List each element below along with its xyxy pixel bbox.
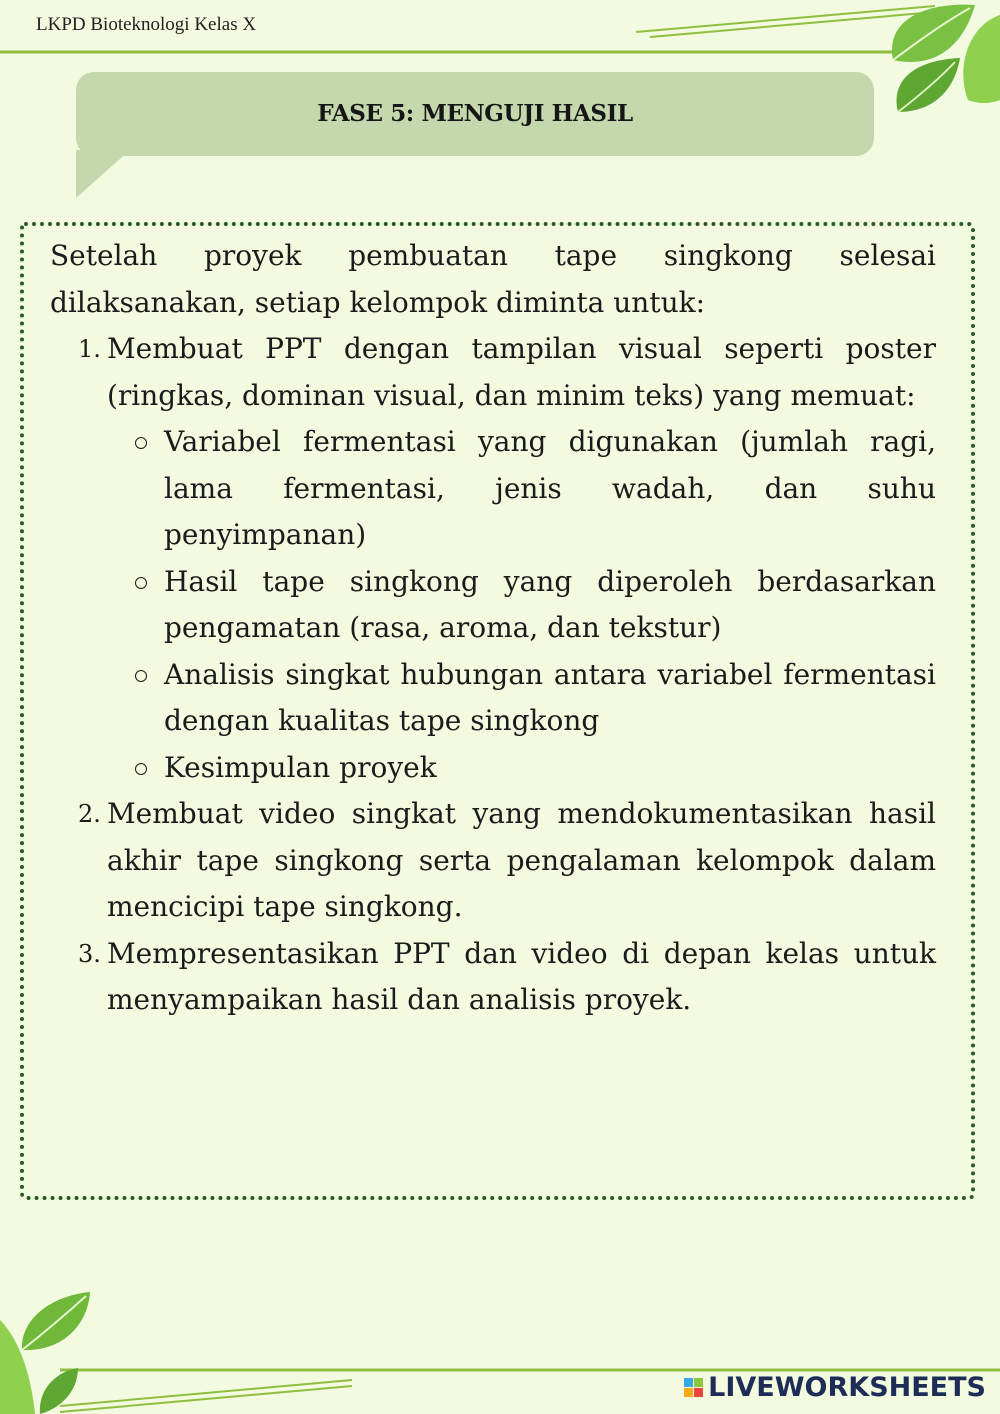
step-number: 1. <box>78 335 101 363</box>
page-title: FASE 5: MENGUJI HASIL <box>317 100 633 127</box>
bullet-circle-icon <box>135 577 147 589</box>
sub-item-text: Variabel fermentasi yang digunakan (jumlah ragi, lama fermentasi, jenis wadah, dan suhu penyimpanan) <box>164 425 936 551</box>
step-text: Mempresentasikan PPT dan video di depan kelas untuk menyampaikan hasil dan analisis proyek. <box>107 936 936 1016</box>
leaf-icon <box>892 5 975 62</box>
leaf-icon <box>22 1292 90 1350</box>
leaf-icon <box>40 1368 78 1414</box>
bullet-circle-icon <box>135 670 147 682</box>
step-text: Membuat video singkat yang mendokumentasikan hasil akhir tape singkong serta pengalaman kelompok dalam mencicipi tape singkong. <box>107 797 936 923</box>
leaf-icon <box>963 15 1000 103</box>
step-item <box>50 326 936 791</box>
bubble-tail <box>70 150 210 210</box>
bullet-circle-icon <box>135 437 147 449</box>
sub-item <box>107 745 936 792</box>
document-header-label: LKPD Bioteknologi Kelas X <box>36 14 257 35</box>
step-item <box>50 791 936 931</box>
sub-item-text: Hasil tape singkong yang diperoleh berdasarkan pengamatan (rasa, aroma, dan tekstur) <box>164 564 936 644</box>
sub-item <box>107 559 936 652</box>
sub-item <box>107 652 936 745</box>
sub-list <box>107 419 936 791</box>
steps-list <box>50 326 936 1024</box>
logo-grid-icon <box>684 1378 703 1397</box>
leaf-icon <box>897 58 960 112</box>
sub-item-text: Kesimpulan proyek <box>164 750 437 784</box>
sub-item <box>107 419 936 559</box>
step-item <box>50 931 936 1024</box>
step-number: 3. <box>78 939 101 968</box>
step-number: 2. <box>78 800 101 828</box>
instructions-content <box>50 233 936 1024</box>
step-text: Membuat PPT dengan tampilan visual seperti poster (ringkas, dominan visual, dan minim teks) yang memuat: <box>107 332 936 412</box>
liveworksheets-logo <box>684 1372 986 1403</box>
brand-name: LIVEWORKSHEETS <box>708 1372 986 1403</box>
sub-item-text: Analisis singkat hubungan antara variabel fermentasi dengan kualitas tape singkong <box>164 657 936 737</box>
bullet-circle-icon <box>135 763 147 775</box>
intro-text: Setelah proyek pembuatan tape singkong selesai dilaksanakan, setiap kelompok diminta untuk: <box>50 239 936 319</box>
